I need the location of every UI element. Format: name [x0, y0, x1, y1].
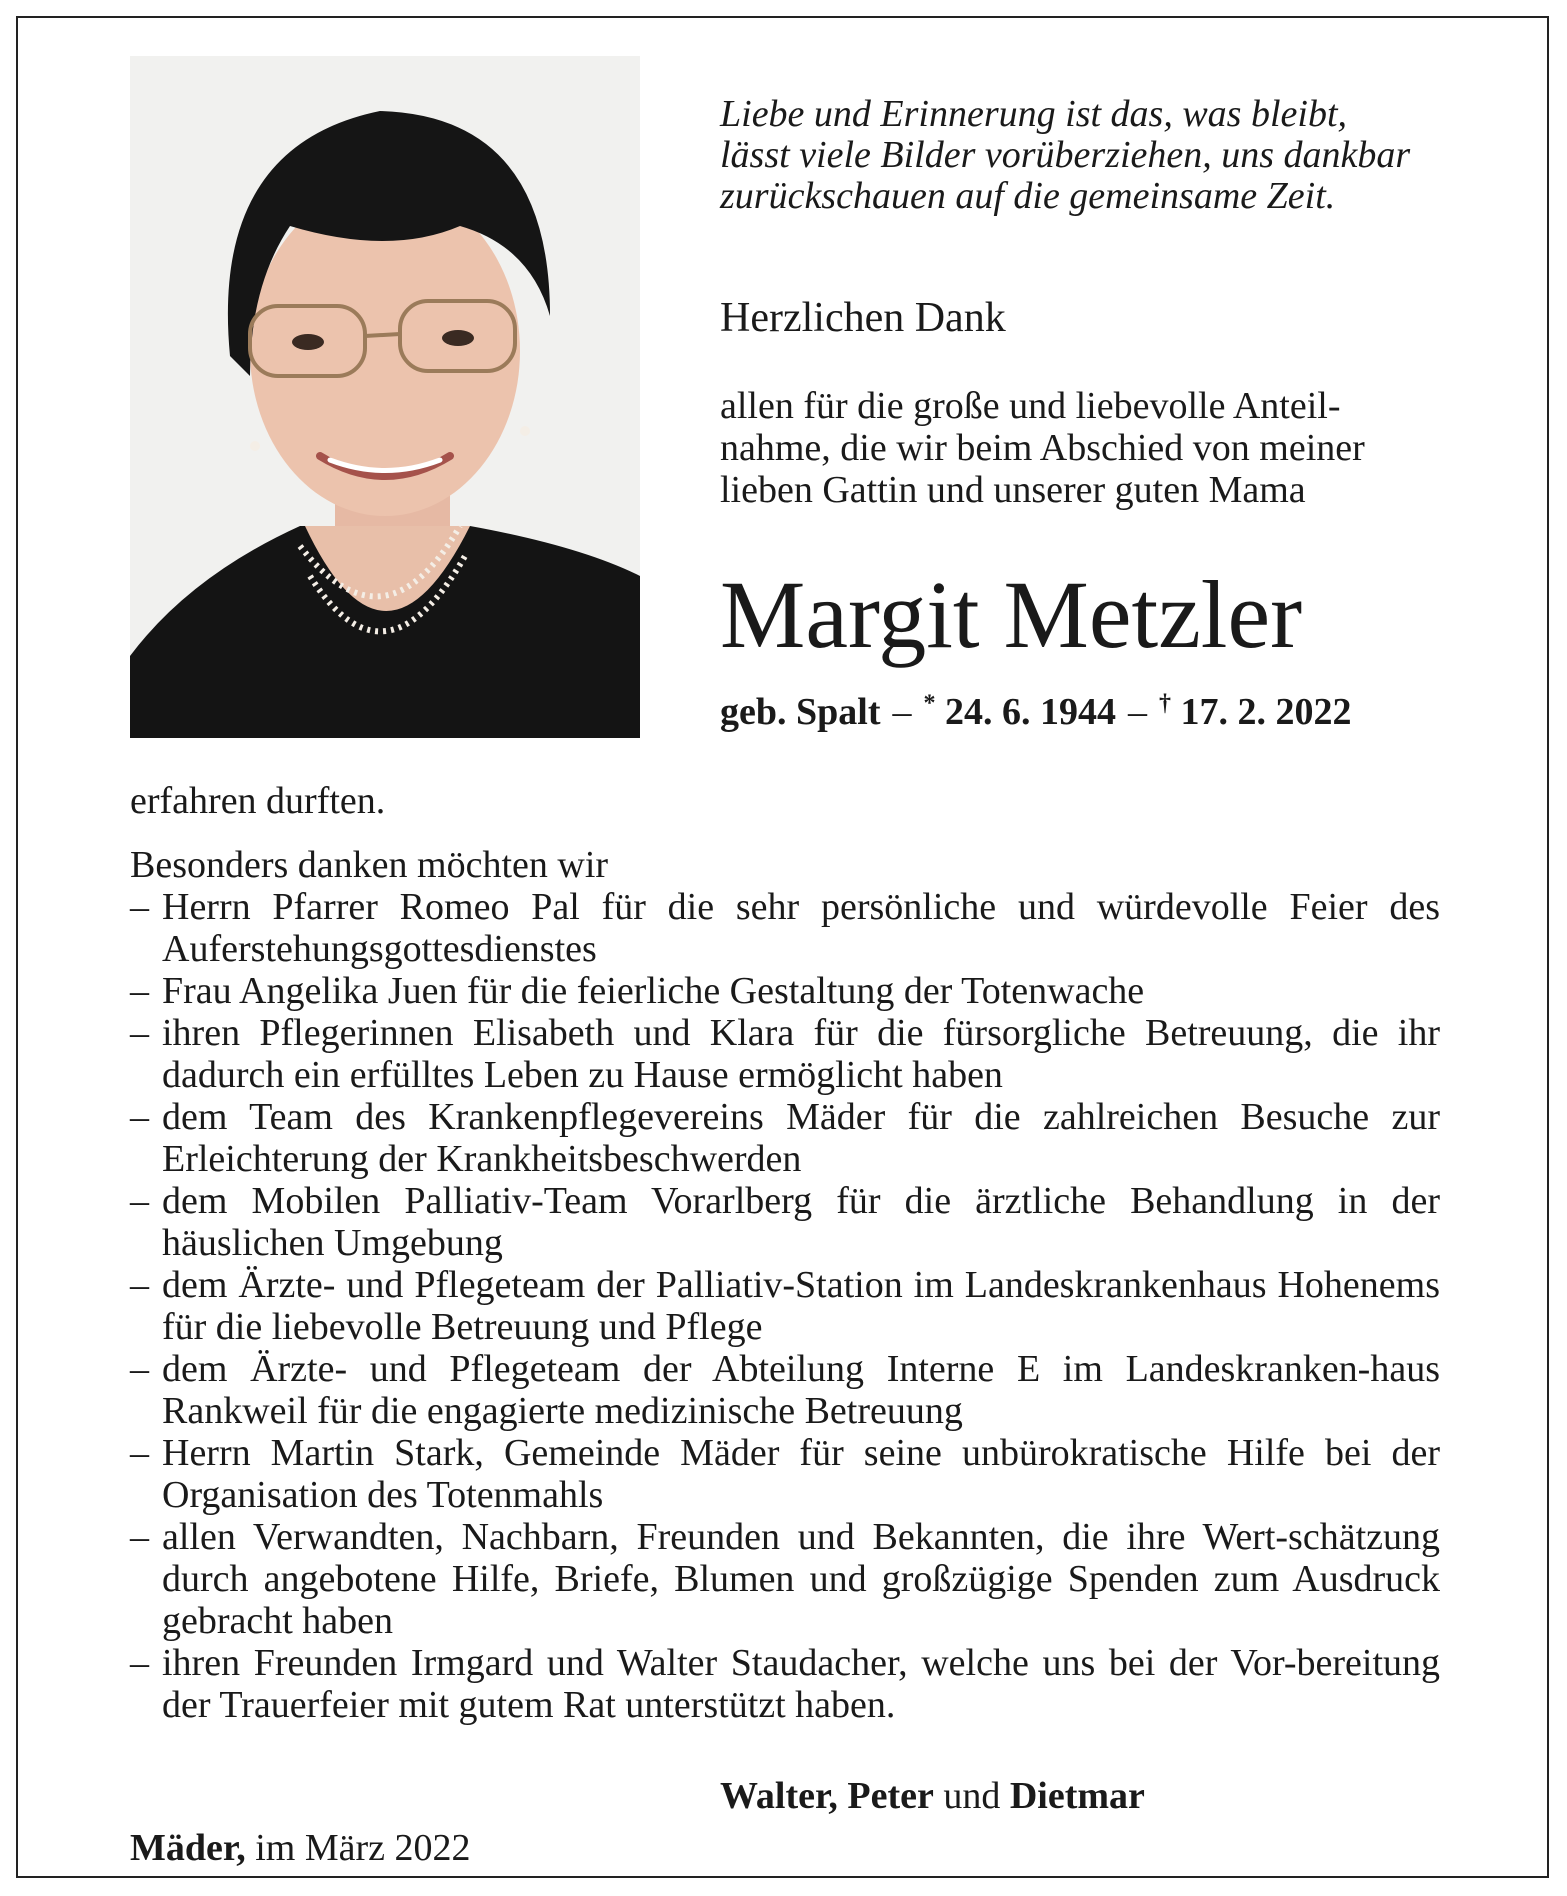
list-item: [130, 1012, 1440, 1096]
list-item-text: dem Ärzte- und Pflegeteam der Abteilung Interne E im Landeskranken-haus Rankweil für die engagierte medizinische Betreuung: [162, 1348, 1440, 1432]
intro-line: nahme, die wir beim Abschied von meiner: [720, 427, 1365, 469]
list-item-text: allen Verwandten, Nachbarn, Freunden und Bekannten, die ihre Wert-schätzung durch angebotene Hilfe, Briefe, Blumen und großzügige Spenden zum Ausdruck gebracht haben: [162, 1516, 1440, 1642]
list-dash: –: [130, 1180, 149, 1222]
thanks-body: [130, 780, 1440, 1726]
list-item-text: dem Mobilen Palliativ-Team Vorarlberg für die ärztliche Behandlung in der häuslichen Umgebung: [162, 1180, 1440, 1264]
verse-line: lässt viele Bilder vorüberziehen, uns dankbar: [720, 134, 1411, 176]
maiden-name: geb. Spalt: [720, 691, 881, 733]
thanks-heading: Herzlichen Dank: [720, 295, 1006, 341]
list-item: [130, 1264, 1440, 1348]
birth-symbol: *: [923, 690, 936, 717]
place-date: [130, 1826, 471, 1870]
intro-line: allen für die große und liebevolle Anteil-: [720, 385, 1341, 427]
list-item: [130, 970, 1440, 1012]
place-month: im März 2022: [255, 1827, 471, 1869]
signer-name: Walter,: [720, 1775, 838, 1817]
signers: [720, 1774, 1145, 1818]
life-dates: [720, 690, 1351, 734]
signer-conjunction: und: [943, 1775, 1001, 1817]
portrait-illustration: [130, 56, 640, 738]
list-item-text: ihren Freunden Irmgard und Walter Staudacher, welche uns bei der Vor-bereitung der Trauerfeier mit gutem Rat unterstützt haben.: [162, 1642, 1440, 1726]
intro-line: lieben Gattin und unserer guten Mama: [720, 469, 1306, 511]
list-item-text: Frau Angelika Juen für die feierliche Gestaltung der Totenwache: [162, 970, 1145, 1012]
list-item: [130, 1432, 1440, 1516]
list-dash: –: [130, 886, 149, 928]
list-lead: Besonders danken möchten wir: [130, 844, 609, 886]
list-dash: –: [130, 1096, 149, 1138]
list-item: [130, 1180, 1440, 1264]
list-item: [130, 1516, 1440, 1642]
date-separator: –: [892, 691, 912, 733]
date-separator: –: [1127, 691, 1147, 733]
list-dash: –: [130, 1012, 149, 1054]
list-item: [130, 1348, 1440, 1432]
list-item: [130, 886, 1440, 970]
list-item-text: dem Team des Krankenpflegevereins Mäder für die zahlreichen Besuche zur Erleichterung der Krankheitsbeschwerden: [162, 1096, 1440, 1180]
place-town: Mäder,: [130, 1827, 246, 1869]
signer-name: Peter: [847, 1775, 934, 1817]
list-dash: –: [130, 1432, 149, 1474]
list-dash: –: [130, 1264, 149, 1306]
deceased-name: Margit Metzler: [720, 561, 1303, 668]
verse-line: zurückschauen auf die gemeinsame Zeit.: [720, 175, 1336, 217]
portrait-photo: [130, 56, 640, 738]
list-item-text: Herrn Pfarrer Romeo Pal für die sehr persönliche und würdevolle Feier des Auferstehungsgottesdienstes: [162, 886, 1440, 970]
list-dash: –: [130, 1642, 149, 1684]
list-item: [130, 1096, 1440, 1180]
verse-line: Liebe und Erinnerung ist das, was bleibt,: [720, 93, 1347, 135]
birth-date: 24. 6. 1944: [944, 691, 1116, 733]
list-dash: –: [130, 970, 149, 1012]
signer-name: Dietmar: [1009, 1775, 1145, 1817]
list-dash: –: [130, 1516, 149, 1558]
list-item-text: Herrn Martin Stark, Gemeinde Mäder für seine unbürokratische Hilfe bei der Organisation des Totenmahls: [162, 1432, 1440, 1516]
list-dash: –: [130, 1348, 149, 1390]
continuation-text: erfahren durften.: [130, 780, 386, 822]
list-item-text: dem Ärzte- und Pflegeteam der Palliativ-Station im Landeskrankenhaus Hohenems für die liebevolle Betreuung und Pflege: [162, 1264, 1440, 1348]
memorial-verse: [720, 94, 1440, 217]
death-date: 17. 2. 2022: [1180, 691, 1352, 733]
list-item-text: ihren Pflegerinnen Elisabeth und Klara für die fürsorgliche Betreuung, die ihr dadurch ein erfülltes Leben zu Hause ermöglicht haben: [162, 1012, 1440, 1096]
death-symbol: †: [1158, 690, 1171, 717]
intro-text: [720, 385, 1440, 511]
thanks-list: [130, 886, 1440, 1726]
list-item: [130, 1642, 1440, 1726]
